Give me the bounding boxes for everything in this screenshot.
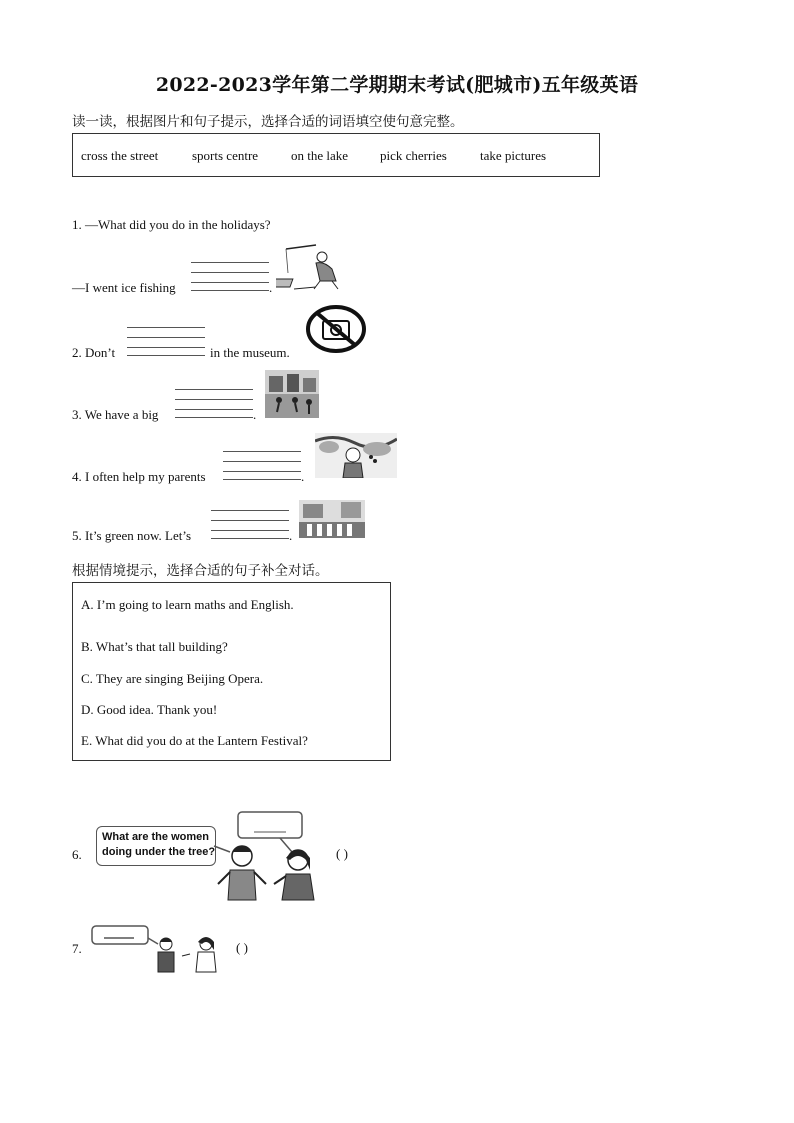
option-c: C. They are singing Beijing Opera. <box>81 671 264 686</box>
answer-paren-6[interactable]: ( ) <box>336 846 348 861</box>
question-3-after: . <box>253 407 257 422</box>
option-a: A. I’m going to learn maths and English. <box>81 597 294 612</box>
word-bank-item: take pictures <box>480 148 547 163</box>
answer-blank-2[interactable] <box>127 325 205 357</box>
question-3-before: 3. We have a big <box>72 407 159 422</box>
sports-centre-icon <box>265 370 319 418</box>
crosswalk-icon <box>299 500 365 538</box>
ice-fishing-icon <box>276 243 360 293</box>
question-2-before: 2. Don’t <box>72 345 116 360</box>
answer-blank-4[interactable] <box>223 449 301 481</box>
question-1-answer-text: —I went ice fishing <box>72 280 176 295</box>
word-bank-item: cross the street <box>81 148 159 163</box>
dialogue-picture-6 <box>210 808 320 904</box>
answer-paren-7[interactable]: ( ) <box>236 940 248 955</box>
question-5-before: 5. It’s green now. Let’s <box>72 528 192 543</box>
answer-blank-3[interactable] <box>175 387 253 419</box>
no-camera-icon <box>305 305 367 353</box>
bubble-text-line2: doing under the tree? <box>102 846 216 858</box>
word-bank-item: sports centre <box>192 148 259 163</box>
section2-instruction: 根据情境提示，选择合适的句子补全对话。 <box>72 563 329 579</box>
option-b: B. What’s that tall building? <box>81 639 228 654</box>
word-bank <box>72 133 600 177</box>
bubble-text-line1: What are the women <box>102 831 209 843</box>
speech-bubble-boy <box>96 826 216 866</box>
question-4-after: . <box>301 469 305 484</box>
question-4-before: 4. I often help my parents <box>72 469 206 484</box>
word-bank-item: pick cherries <box>380 148 447 163</box>
answer-blank-1[interactable] <box>191 260 269 292</box>
question-5-after: . <box>289 528 293 543</box>
question-1-prompt: 1. —What did you do in the holidays? <box>72 217 271 232</box>
question-1-end: . <box>269 280 273 295</box>
question-7-number: 7. <box>72 941 82 956</box>
question-6-number: 6. <box>72 847 82 862</box>
dialogue-picture-7 <box>90 924 224 976</box>
page-title: 2022-2023学年第二学期期末考试(肥城市)五年级英语 <box>155 74 639 96</box>
option-e: E. What did you do at the Lantern Festival? <box>81 733 308 748</box>
question-2-after: in the museum. <box>210 345 290 360</box>
pick-cherries-icon <box>315 433 397 478</box>
options-box <box>72 582 391 761</box>
option-d: D. Good idea. Thank you! <box>81 702 218 717</box>
section1-instruction: 读一读，根据图片和句子提示，选择合适的词语填空使句意完整。 <box>72 114 464 130</box>
answer-blank-5[interactable] <box>211 508 289 540</box>
word-bank-item: on the lake <box>291 148 349 163</box>
